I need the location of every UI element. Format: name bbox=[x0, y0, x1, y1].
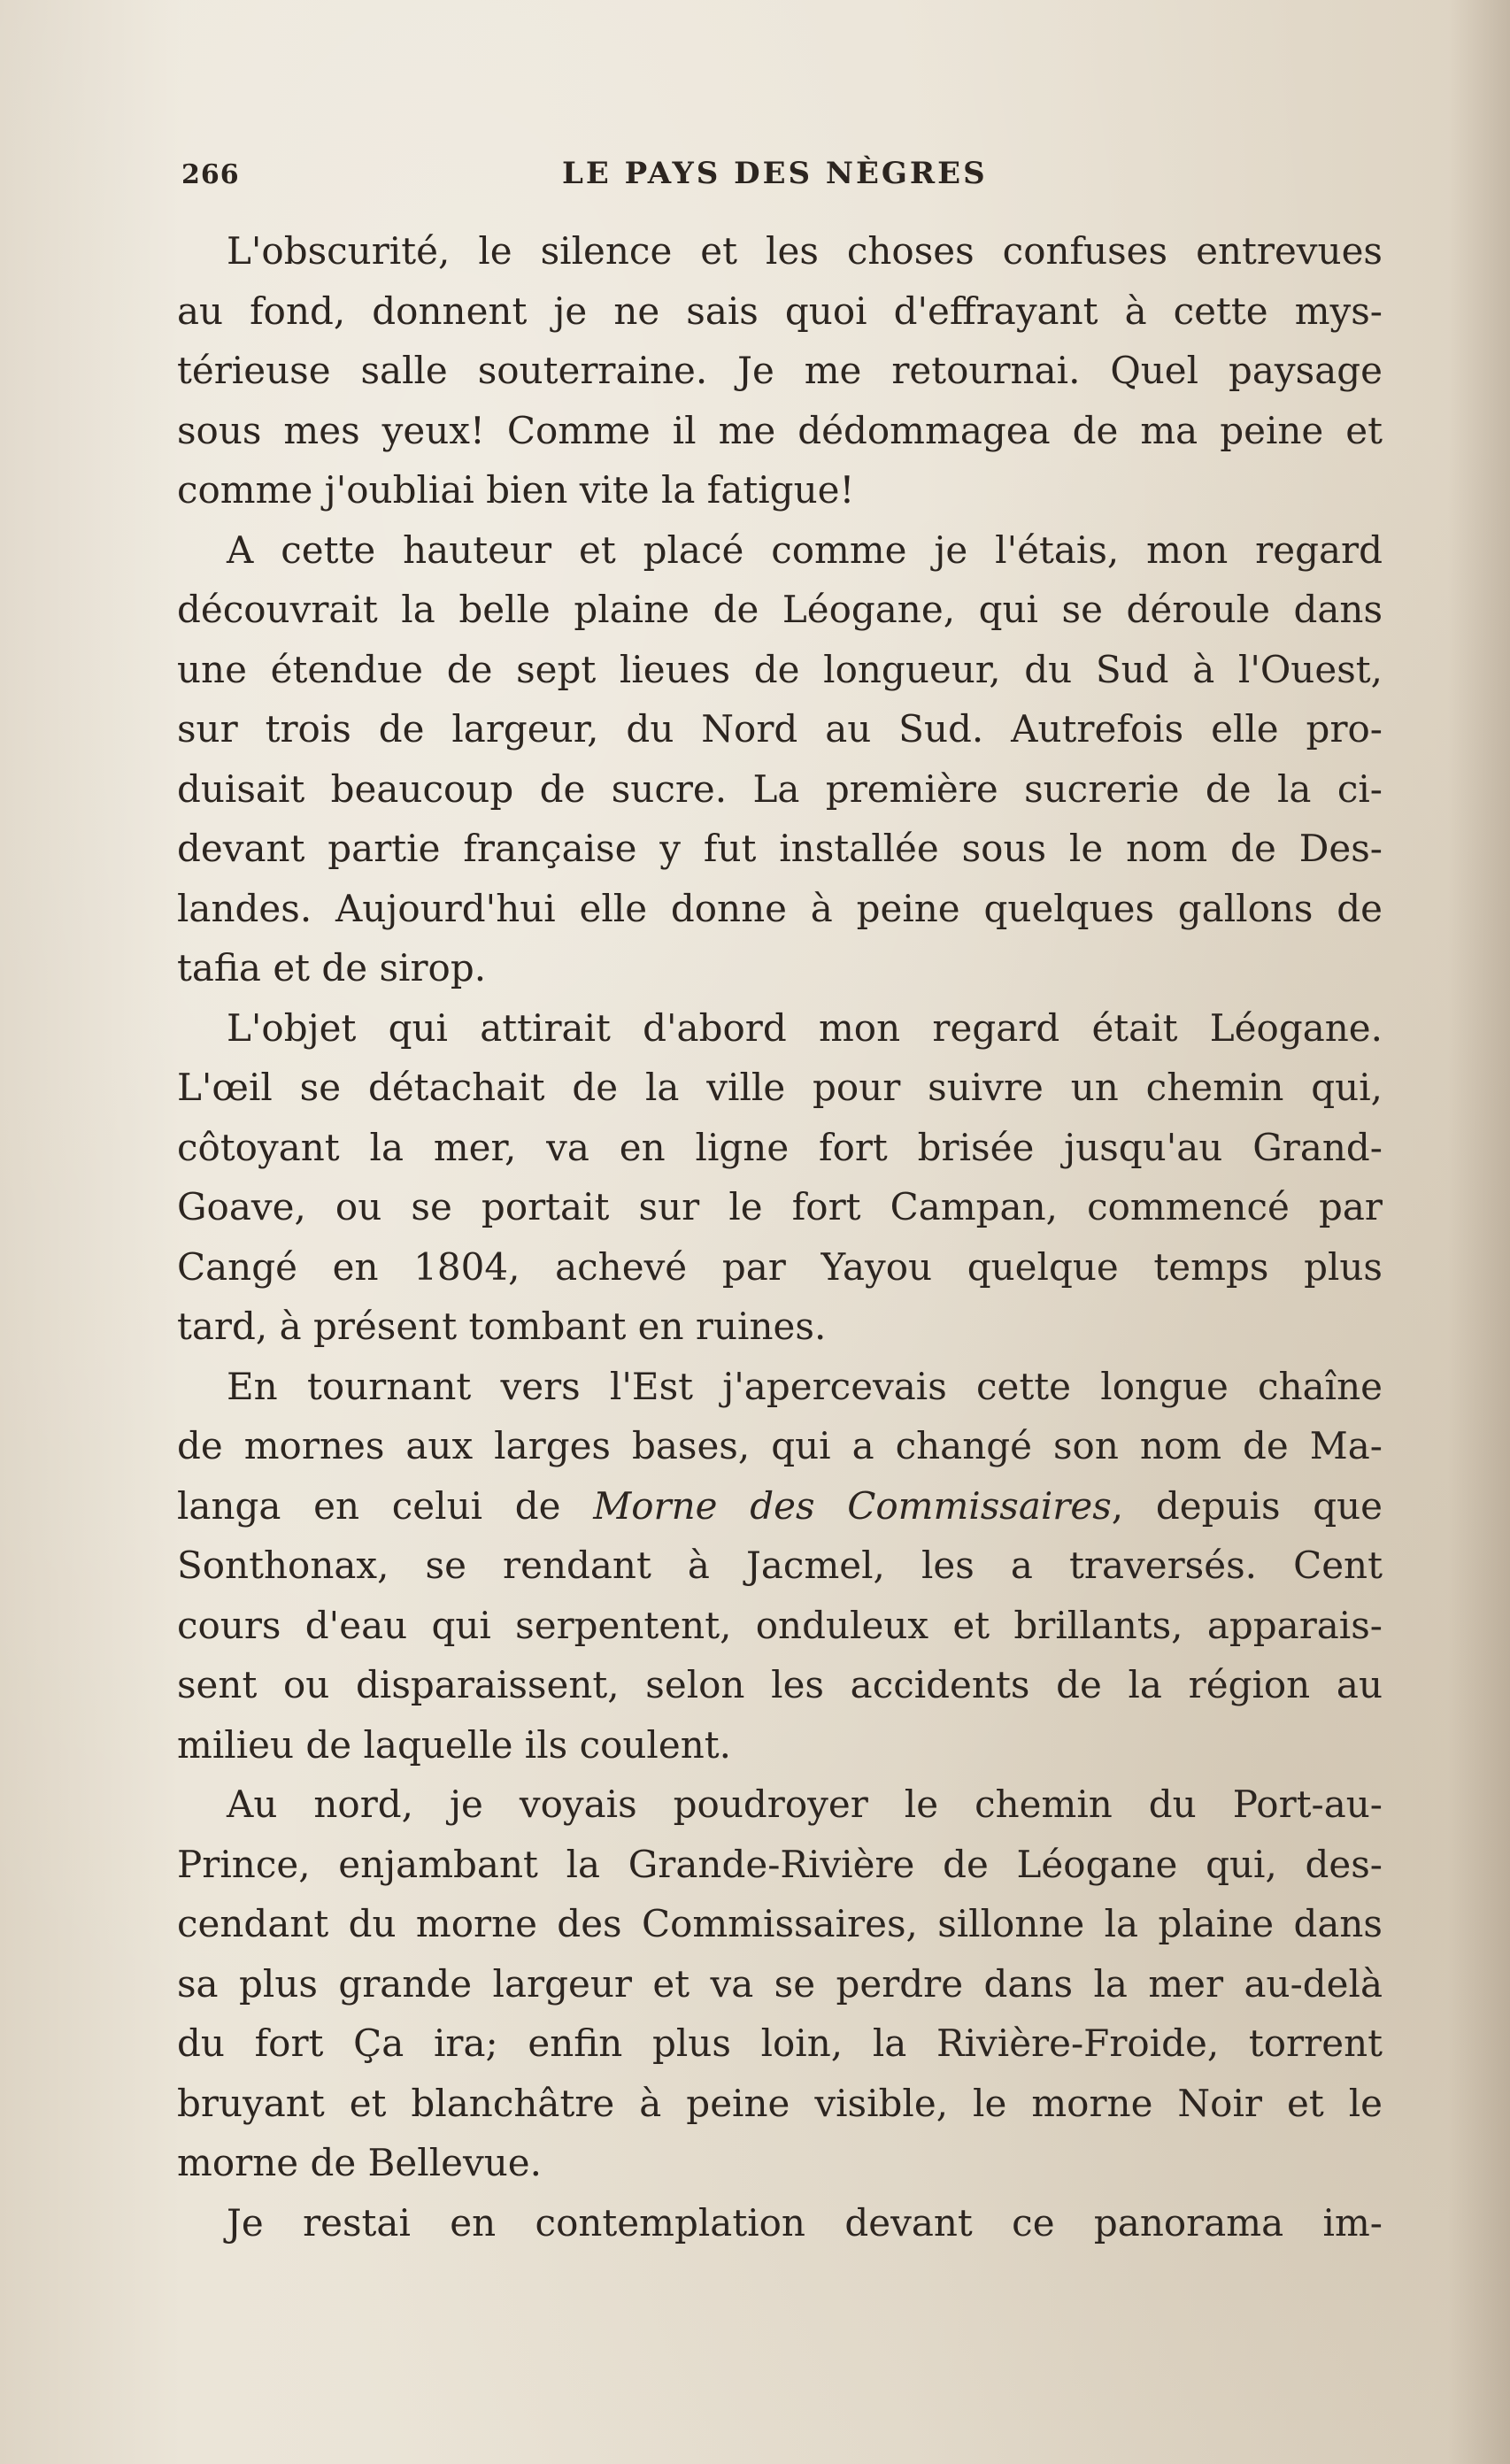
text-line: térieuse salle souterraine. Je me retournai. Quel paysage bbox=[177, 349, 1383, 392]
text-fragment: langa en celui de bbox=[177, 1483, 594, 1528]
text-line: tard, à présent tombant en ruines. bbox=[177, 1305, 827, 1348]
text-line: L'obscurité, le silence et les choses confuses entrevues bbox=[227, 229, 1383, 273]
text-line: de mornes aux larges bases, qui a changé son nom de Ma- bbox=[177, 1424, 1383, 1467]
running-title: LE PAYS DES NÈGRES bbox=[562, 156, 988, 191]
body-text bbox=[177, 221, 1383, 2252]
text-line: Au nord, je voyais poudroyer le chemin du Port-au- bbox=[227, 1783, 1383, 1826]
text-line: morne de Bellevue. bbox=[177, 2141, 542, 2184]
text-line: Je restai en contemplation devant ce panorama im- bbox=[227, 2200, 1383, 2245]
page-number: 266 bbox=[181, 159, 240, 190]
text-line: du fort Ça ira; enfin plus loin, la Rivière-Froide, torrent bbox=[177, 2021, 1383, 2065]
text-line: Goave, ou se portait sur le fort Campan, commencé par bbox=[177, 1185, 1383, 1228]
text-line: L'objet qui attirait d'abord mon regard était Léogane. bbox=[227, 1005, 1383, 1050]
text-line: devant partie française y fut installée sous le nom de Des- bbox=[177, 827, 1383, 870]
text-line: En tournant vers l'Est j'apercevais cette longue chaîne bbox=[227, 1364, 1383, 1408]
text-fragment: , depuis que bbox=[1111, 1483, 1383, 1528]
text-line: Sonthonax, se rendant à Jacmel, les a traversés. Cent bbox=[177, 1544, 1383, 1587]
text-line: Cangé en 1804, achevé par Yayou quelque temps plus bbox=[177, 1244, 1383, 1289]
text-line: landes. Aujourd'hui elle donne à peine quelques gallons de bbox=[177, 886, 1383, 930]
text-line: A cette hauteur et placé comme je l'étais, mon regard bbox=[227, 527, 1383, 572]
text-line: une étendue de sept lieues de longueur, du Sud à l'Ouest, bbox=[177, 647, 1383, 691]
text-line: L'œil se détachait de la ville pour suivre un chemin qui, bbox=[177, 1066, 1383, 1109]
text-line: sent ou disparaissent, selon les accidents de la région au bbox=[177, 1663, 1383, 1706]
text-line: côtoyant la mer, va en ligne fort brisée jusqu'au Grand- bbox=[177, 1125, 1383, 1169]
text-line: sa plus grande largeur et va se perdre dans la mer au-delà bbox=[177, 1961, 1383, 2006]
text-line: comme j'oubliai bien vite la fatigue! bbox=[177, 468, 855, 512]
text-line: au fond, donnent je ne sais quoi d'effrayant à cette mys- bbox=[177, 289, 1383, 333]
text-line: cendant du morne des Commissaires, sillonne la plaine dans bbox=[177, 1902, 1383, 1945]
page-edge-shadow bbox=[1448, 0, 1510, 2464]
page-header bbox=[181, 152, 1385, 205]
text-line: duisait beaucoup de sucre. La première sucrerie de la ci- bbox=[177, 766, 1383, 811]
text-line: découvrait la belle plaine de Léogane, qui se déroule dans bbox=[177, 588, 1383, 631]
text-line: milieu de laquelle ils coulent. bbox=[177, 1722, 732, 1767]
text-line: tafia et de sirop. bbox=[177, 946, 487, 989]
text-line: sur trois de largeur, du Nord au Sud. Autrefois elle pro- bbox=[177, 707, 1383, 751]
text-line: Prince, enjambant la Grande-Rivière de Léogane qui, des- bbox=[177, 1842, 1383, 1886]
text-line bbox=[177, 1476, 1383, 1536]
text-line: sous mes yeux! Comme il me dédommagea de ma peine et bbox=[177, 408, 1383, 452]
text-line: cours d'eau qui serpentent, onduleux et brillants, apparais- bbox=[177, 1603, 1383, 1647]
italic-place-name: Morne des Commissaires bbox=[593, 1483, 1112, 1528]
text-line: bruyant et blanchâtre à peine visible, le morne Noir et le bbox=[177, 2081, 1383, 2125]
